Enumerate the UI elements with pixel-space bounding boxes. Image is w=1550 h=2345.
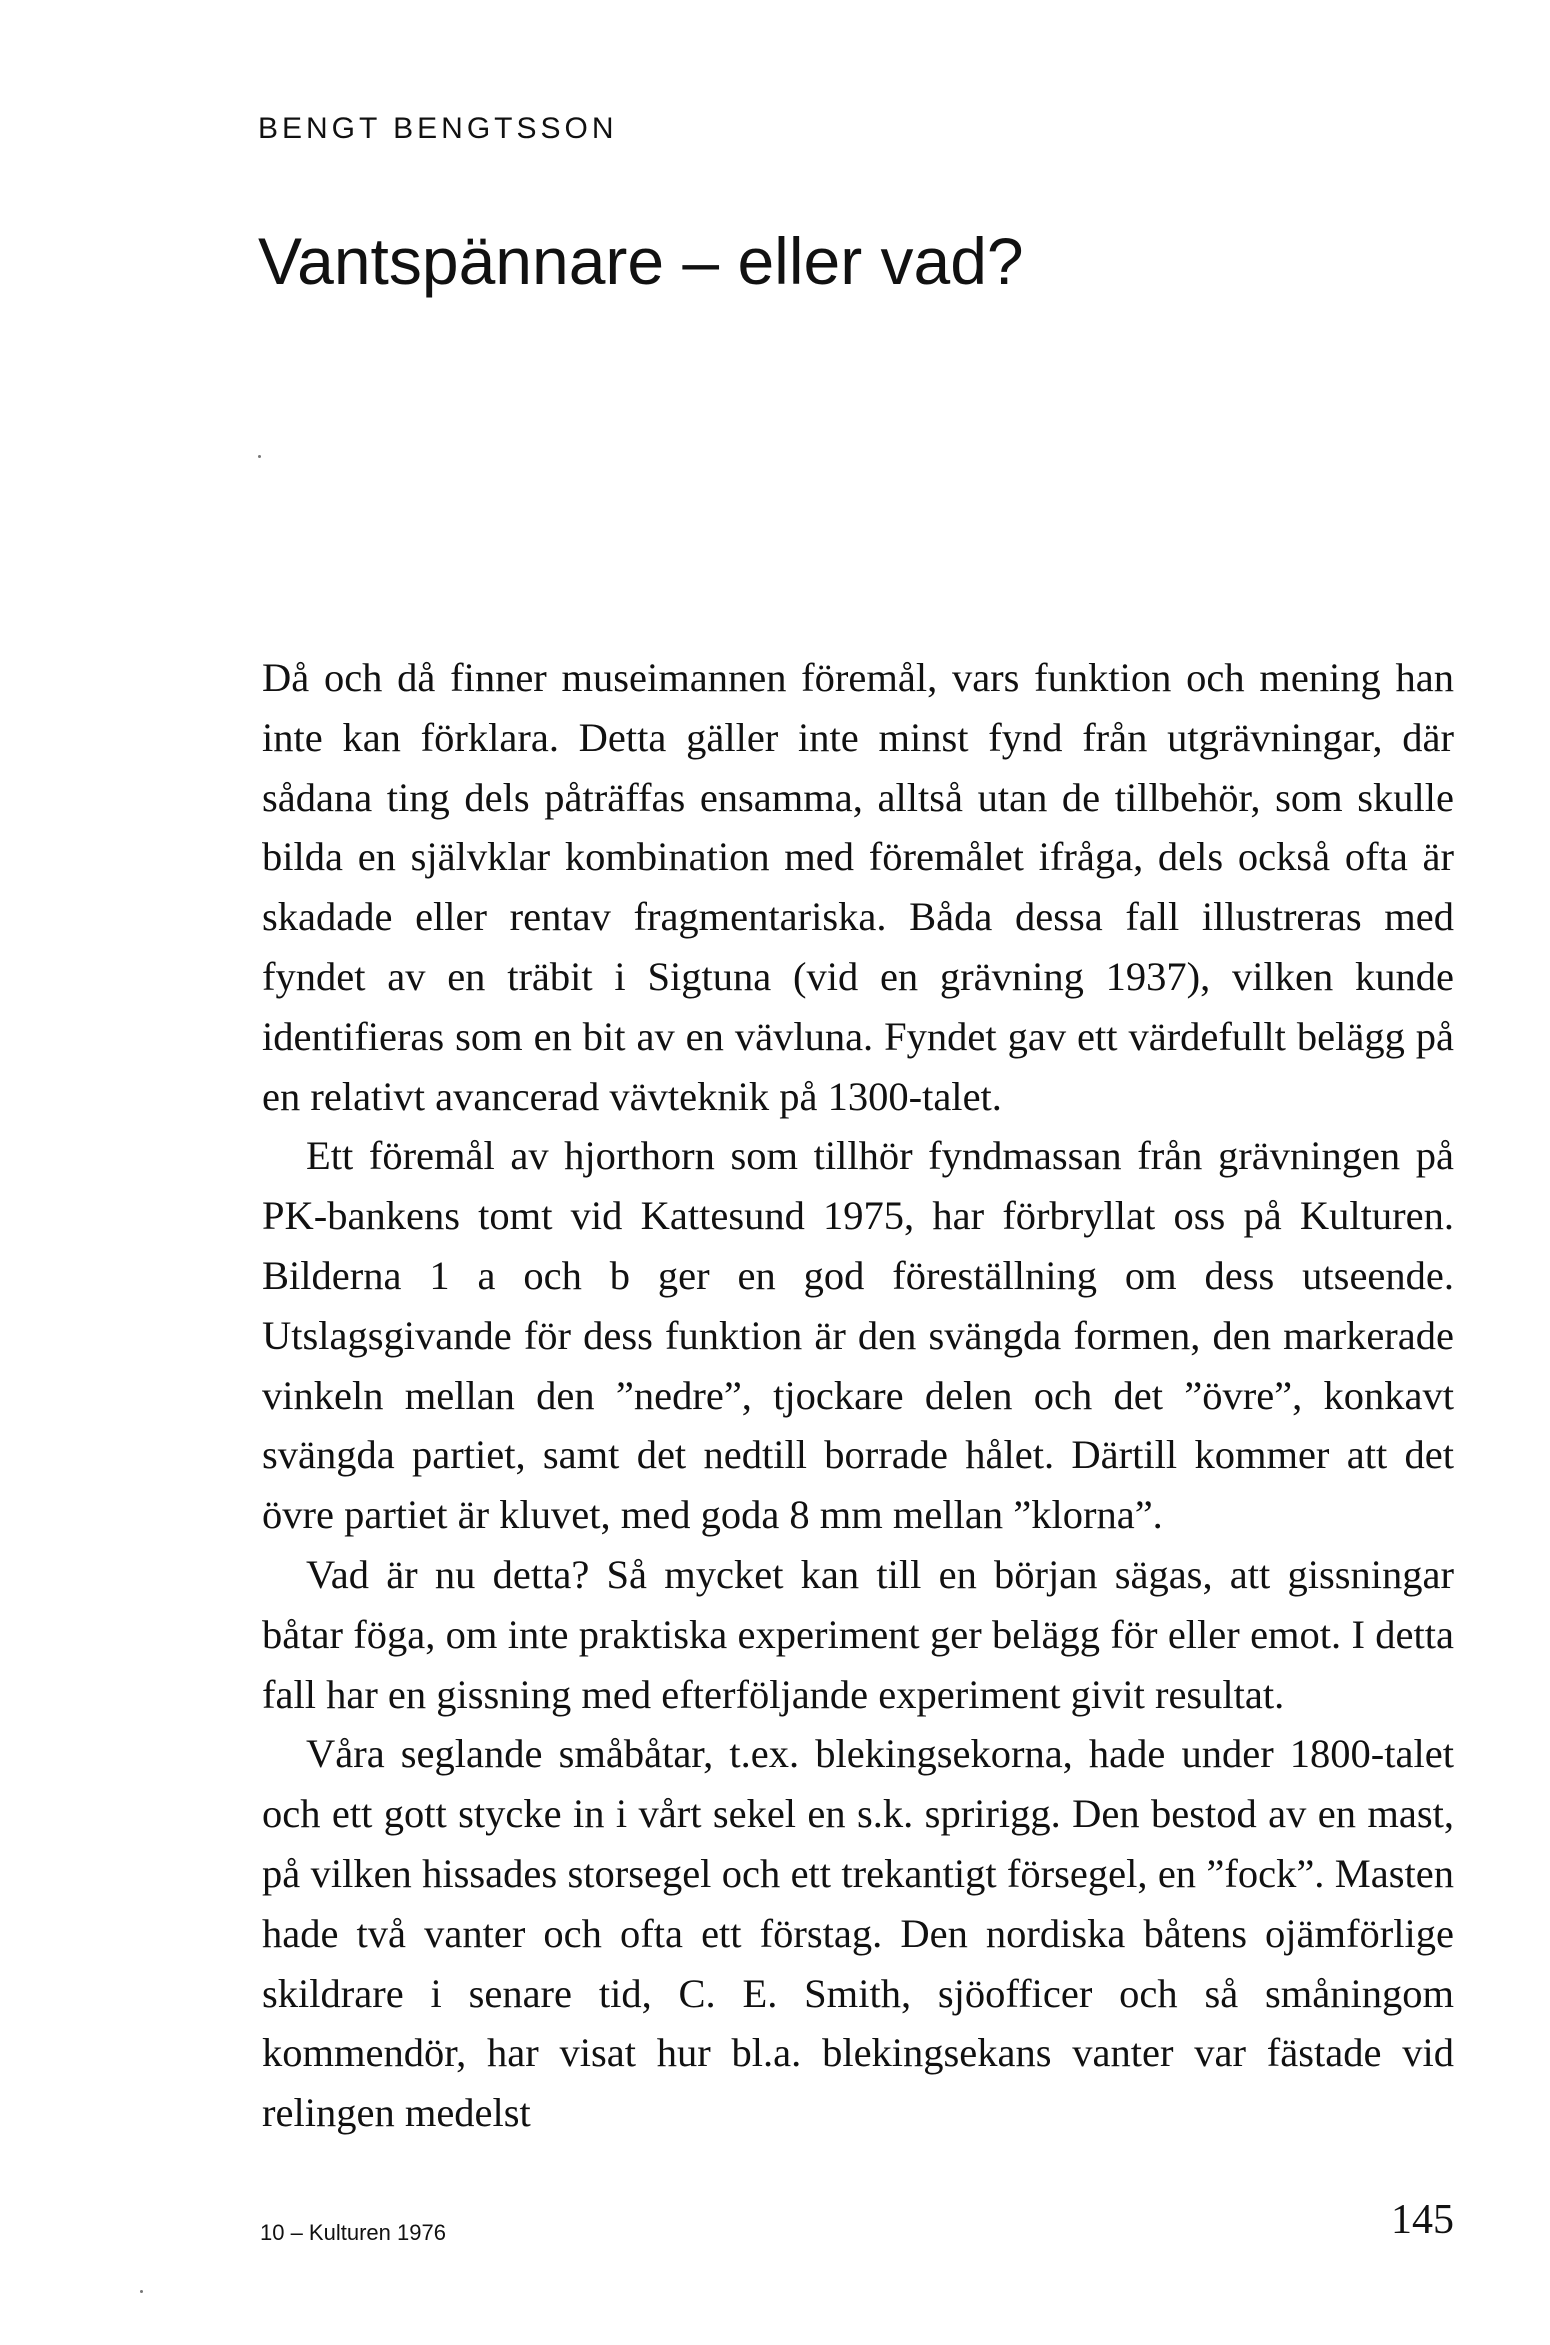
print-speck [140, 2290, 143, 2293]
paragraph-4: Våra seglande småbåtar, t.ex. blekingsekorna, hade under 1800-talet och ett gott stycke in i vårt sekel en s.k. spririgg. Den bestod av en mast, på vilken hissades storsegel och ett trekantigt försegel, en ”fock”. Masten hade två vanter och ofta ett förstag. Den nordiska båtens ojämförlige skildrare i senare tid, C. E. Smith, sjöofficer och så småningom kommendör, har visat hur bl.a. blekingsekans vanter var fästade vid relingen medelst [262, 1731, 1454, 2136]
print-speck [258, 455, 261, 458]
paragraph-1: Då och då finner museimannen föremål, vars funktion och mening han inte kan förklara. Detta gäller inte minst fynd från utgrävningar, där sådana ting dels påträffas ensamma, alltså utan de tillbehör, som skulle bilda en självklar kombination med föremålet ifråga, dels också ofta är skadade eller rentav fragmentariska. Båda dessa fall illustreras med fyndet av en träbit i Sigtuna (vid en grävning 1937), vilken kunde identifieras som en bit av en vävluna. Fyndet gav ett värdefullt belägg på en relativt avancerad vävteknik på 1300-talet. [262, 655, 1454, 1119]
article-body [262, 648, 1454, 2143]
paragraph-2: Ett föremål av hjorthorn som tillhör fyndmassan från grävningen på PK-bankens tomt vid Kattesund 1975, har förbryllat oss på Kulturen. Bilderna 1 a och b ger en god föreställning om dess utseende. Utslagsgivande för dess funktion är den svängda formen, den markerade vinkeln mellan den ”nedre”, tjockare delen och det ”övre”, konkavt svängda partiet, samt det nedtill borrade hålet. Därtill kommer att det övre partiet är kluvet, med goda 8 mm mellan ”klorna”. [262, 1133, 1454, 1538]
author-name: BENGT BENGTSSON [258, 112, 618, 145]
article-title: Vantspännare – eller vad? [258, 224, 1024, 298]
footer-source: 10 – Kulturen 1976 [260, 2220, 446, 2245]
paragraph-3: Vad är nu detta? Så mycket kan till en början sägas, att gissningar båtar föga, om inte praktiska experiment ger belägg för eller emot. I detta fall har en gissning med efterföljande experiment givit resultat. [262, 1551, 1454, 1717]
page-number: 145 [1391, 2197, 1454, 2243]
